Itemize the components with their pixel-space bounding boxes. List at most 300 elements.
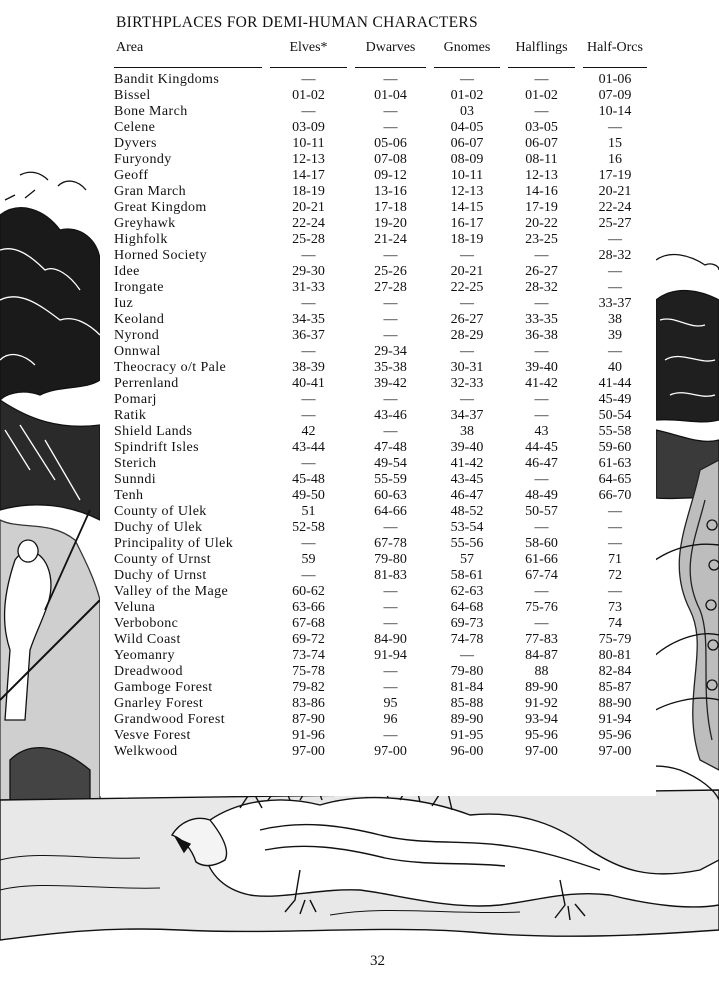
elves-cell: 51 <box>301 504 316 519</box>
half-orcs-cell: 40 <box>608 360 622 375</box>
halflings-cell: 97-00 <box>525 744 558 759</box>
header-rule <box>351 62 430 72</box>
halflings-cell: 58-60 <box>525 536 558 551</box>
birthplace-table <box>114 40 651 760</box>
halflings-cell: 61-66 <box>525 552 558 567</box>
half-orcs-cell: 59-60 <box>598 440 632 455</box>
gnomes-cell: 55-56 <box>450 536 484 551</box>
half-orcs-cell: 80-81 <box>598 648 632 663</box>
table-body <box>114 72 651 760</box>
elves-cell: 12-13 <box>292 152 325 167</box>
dwarves-cell: — <box>383 520 398 535</box>
table-row <box>114 248 651 264</box>
elves-cell: — <box>301 344 316 359</box>
half-orcs-cell: 41-44 <box>598 376 632 391</box>
dwarves-cell: — <box>383 328 398 343</box>
area-cell: Sterich <box>114 456 157 471</box>
header-area: Area <box>116 40 144 55</box>
area-cell: Principality of Ulek <box>114 536 234 551</box>
elves-cell: 38-39 <box>292 360 325 375</box>
dwarves-cell: — <box>383 664 398 679</box>
half-orcs-cell: 50-54 <box>598 408 632 423</box>
dwarves-cell: 01-04 <box>374 88 407 103</box>
dwarves-cell: — <box>383 312 398 327</box>
halflings-cell: 91-92 <box>525 696 558 711</box>
halflings-cell: 95-96 <box>525 728 558 743</box>
gnomes-cell: 28-29 <box>450 328 484 343</box>
half-orcs-cell: 15 <box>608 136 622 151</box>
table-row <box>114 72 651 88</box>
dwarves-cell: 47-48 <box>374 440 407 455</box>
elves-cell: 01-02 <box>292 88 325 103</box>
table-row <box>114 264 651 280</box>
area-cell: Dyvers <box>114 136 157 151</box>
half-orcs-cell: 25-27 <box>598 216 632 231</box>
area-cell: Keoland <box>114 312 165 327</box>
elves-cell: 10-11 <box>292 136 325 151</box>
dwarves-cell: 29-34 <box>374 344 407 359</box>
halflings-cell: — <box>534 408 549 423</box>
table-row <box>114 648 651 664</box>
elves-cell: 20-21 <box>292 200 325 215</box>
halflings-cell: 39-40 <box>525 360 558 375</box>
elves-cell: 42 <box>301 424 316 439</box>
gnomes-cell: 81-84 <box>450 680 484 695</box>
table-row <box>114 664 651 680</box>
table-row <box>114 472 651 488</box>
elves-cell: — <box>301 296 316 311</box>
dwarves-cell: 07-08 <box>374 152 407 167</box>
half-orcs-cell: 39 <box>608 328 622 343</box>
dwarves-cell: — <box>383 728 398 743</box>
halflings-cell: 46-47 <box>525 456 558 471</box>
area-cell: Grandwood Forest <box>114 712 225 727</box>
half-orcs-cell: — <box>608 584 622 599</box>
half-orcs-cell: — <box>608 536 622 551</box>
elves-cell: 91-96 <box>292 728 325 743</box>
header-rule <box>114 62 266 72</box>
elves-cell: 40-41 <box>292 376 325 391</box>
area-cell: Nyrond <box>114 328 160 343</box>
area-cell: Great Kingdom <box>114 200 207 215</box>
half-orcs-cell: 07-09 <box>598 88 632 103</box>
table-row <box>114 584 651 600</box>
header-rule-row <box>114 62 651 72</box>
area-cell: Yeomanry <box>114 648 175 663</box>
header-dwarves: Dwarves <box>365 40 416 55</box>
table-row <box>114 488 651 504</box>
area-cell: Highfolk <box>114 232 168 247</box>
table-row <box>114 552 651 568</box>
half-orcs-cell: 64-65 <box>598 472 632 487</box>
dwarves-cell: 25-26 <box>374 264 407 279</box>
half-orcs-cell: 38 <box>608 312 622 327</box>
dwarves-cell: 67-78 <box>374 536 407 551</box>
area-cell: Greyhawk <box>114 216 176 231</box>
table-row <box>114 184 651 200</box>
area-cell: Vesve Forest <box>114 728 191 743</box>
gnomes-cell: 18-19 <box>450 232 484 247</box>
gnomes-cell: 16-17 <box>450 216 484 231</box>
area-cell: Duchy of Urnst <box>114 568 207 583</box>
table-row <box>114 408 651 424</box>
dwarves-cell: 43-46 <box>374 408 407 423</box>
halflings-cell: — <box>534 392 549 407</box>
half-orcs-cell: 45-49 <box>598 392 632 407</box>
table-row <box>114 600 651 616</box>
half-orcs-cell: 95-96 <box>598 728 632 743</box>
dwarves-cell: — <box>383 248 398 263</box>
area-cell: Irongate <box>114 280 164 295</box>
table-row <box>114 536 651 552</box>
area-cell: Dreadwood <box>114 664 183 679</box>
table-row <box>114 696 651 712</box>
half-orcs-cell: — <box>608 344 622 359</box>
elves-cell: — <box>301 456 316 471</box>
table-row <box>114 152 651 168</box>
area-cell: Welkwood <box>114 744 178 759</box>
area-cell: Onnwal <box>114 344 161 359</box>
dwarves-cell: 81-83 <box>374 568 407 583</box>
halflings-cell: 44-45 <box>525 440 558 455</box>
table-row <box>114 120 651 136</box>
gnomes-cell: 10-11 <box>450 168 484 183</box>
dwarves-cell: — <box>383 424 398 439</box>
area-cell: Bissel <box>114 88 151 103</box>
halflings-cell: 75-76 <box>525 600 558 615</box>
halflings-cell: — <box>534 344 549 359</box>
gnomes-cell: 38 <box>460 424 474 439</box>
gnomes-cell: 57 <box>460 552 474 567</box>
table-row <box>114 392 651 408</box>
half-orcs-cell: 88-90 <box>598 696 632 711</box>
table-row <box>114 360 651 376</box>
dwarves-cell: — <box>383 584 398 599</box>
area-cell: Bone March <box>114 104 188 119</box>
gnomes-cell: 41-42 <box>450 456 484 471</box>
halflings-cell: 26-27 <box>525 264 558 279</box>
elves-cell: 14-17 <box>292 168 325 183</box>
elves-cell: — <box>301 536 316 551</box>
elves-cell: 22-24 <box>292 216 325 231</box>
half-orcs-cell: 71 <box>608 552 622 567</box>
elves-cell: 87-90 <box>292 712 325 727</box>
table-row <box>114 568 651 584</box>
halflings-cell: 89-90 <box>525 680 558 695</box>
dwarves-cell: 55-59 <box>374 472 407 487</box>
table-row <box>114 744 651 760</box>
area-cell: Gnarley Forest <box>114 696 204 711</box>
dwarves-cell: 79-80 <box>374 552 407 567</box>
table-row <box>114 632 651 648</box>
area-cell: Idee <box>114 264 140 279</box>
dwarves-cell: — <box>383 72 398 87</box>
dwarves-cell: — <box>383 392 398 407</box>
dwarves-cell: — <box>383 616 398 631</box>
elves-cell: — <box>301 104 316 119</box>
elves-cell: 59 <box>301 552 316 567</box>
header-gnomes: Gnomes <box>443 40 491 55</box>
gnomes-cell: — <box>460 648 474 663</box>
gnomes-cell: 53-54 <box>450 520 484 535</box>
elves-cell: 31-33 <box>292 280 325 295</box>
dwarves-cell: 13-16 <box>374 184 407 199</box>
elves-cell: — <box>301 408 316 423</box>
half-orcs-cell: 66-70 <box>598 488 632 503</box>
halflings-cell: 48-49 <box>525 488 558 503</box>
halflings-cell: 01-02 <box>525 88 558 103</box>
area-cell: Theocracy o/t Pale <box>114 360 227 375</box>
table-row <box>114 312 651 328</box>
halflings-cell: 67-74 <box>525 568 558 583</box>
half-orcs-cell: 33-37 <box>598 296 632 311</box>
half-orcs-cell: 61-63 <box>598 456 632 471</box>
half-orcs-cell: — <box>608 264 622 279</box>
area-cell: Wild Coast <box>114 632 181 647</box>
area-cell: County of Urnst <box>114 552 211 567</box>
table-row <box>114 424 651 440</box>
header-rule <box>430 62 504 72</box>
area-cell: Iuz <box>114 296 134 311</box>
halflings-cell: 77-83 <box>525 632 558 647</box>
gnomes-cell: 34-37 <box>450 408 484 423</box>
gnomes-cell: 22-25 <box>450 280 484 295</box>
table-row <box>114 216 651 232</box>
area-cell: Celene <box>114 120 156 135</box>
elves-cell: 60-62 <box>292 584 325 599</box>
dwarves-cell: 17-18 <box>374 200 407 215</box>
elves-cell: 29-30 <box>292 264 325 279</box>
dwarves-cell: 97-00 <box>374 744 407 759</box>
gnomes-cell: 30-31 <box>450 360 484 375</box>
halflings-cell: 41-42 <box>525 376 558 391</box>
halflings-cell: 06-07 <box>525 136 558 151</box>
halflings-cell: 84-87 <box>525 648 558 663</box>
area-cell: Geoff <box>114 168 149 183</box>
area-cell: Veluna <box>114 600 156 615</box>
halflings-cell: 20-22 <box>525 216 558 231</box>
dwarves-cell: 95 <box>383 696 398 711</box>
elves-cell: 43-44 <box>292 440 325 455</box>
half-orcs-cell: — <box>608 520 622 535</box>
dwarves-cell: — <box>383 120 398 135</box>
halflings-cell: — <box>534 248 549 263</box>
table-row <box>114 280 651 296</box>
dwarves-cell: 96 <box>383 712 398 727</box>
right-forest-scene <box>656 255 719 770</box>
dwarves-cell: 60-63 <box>374 488 407 503</box>
gnomes-cell: 89-90 <box>450 712 484 727</box>
halflings-cell: 23-25 <box>525 232 558 247</box>
half-orcs-cell: 20-21 <box>598 184 632 199</box>
half-orcs-cell: 72 <box>608 568 622 583</box>
table-row <box>114 376 651 392</box>
area-cell: Horned Society <box>114 248 208 263</box>
area-cell: Valley of the Mage <box>114 584 229 599</box>
elves-cell: 67-68 <box>292 616 325 631</box>
half-orcs-cell: 91-94 <box>598 712 632 727</box>
area-cell: Duchy of Ulek <box>114 520 203 535</box>
area-cell: Shield Lands <box>114 424 193 439</box>
elves-cell: — <box>301 392 316 407</box>
elves-cell: 18-19 <box>292 184 325 199</box>
header-half-orcs: Half-Orcs <box>587 40 643 55</box>
elves-cell: 83-86 <box>292 696 325 711</box>
half-orcs-cell: 73 <box>608 600 622 615</box>
elves-cell: 25-28 <box>292 232 325 247</box>
halflings-cell: — <box>534 584 549 599</box>
table-row <box>114 200 651 216</box>
dwarves-cell: 19-20 <box>374 216 407 231</box>
gnomes-cell: 12-13 <box>450 184 484 199</box>
gnomes-cell: — <box>460 248 474 263</box>
halflings-cell: 33-35 <box>525 312 558 327</box>
elves-cell: — <box>301 72 316 87</box>
gnomes-cell: 01-02 <box>450 88 484 103</box>
gnomes-cell: 04-05 <box>450 120 484 135</box>
halflings-cell: 50-57 <box>525 504 558 519</box>
gnomes-cell: 20-21 <box>450 264 484 279</box>
gnomes-cell: 96-00 <box>450 744 484 759</box>
elves-cell: 63-66 <box>292 600 325 615</box>
half-orcs-cell: — <box>608 280 622 295</box>
halflings-cell: 12-13 <box>525 168 558 183</box>
gnomes-cell: 91-95 <box>450 728 484 743</box>
dwarves-cell: 35-38 <box>374 360 407 375</box>
gnomes-cell: 14-15 <box>450 200 484 215</box>
gnomes-cell: 85-88 <box>450 696 484 711</box>
table-row <box>114 616 651 632</box>
halflings-cell: 93-94 <box>525 712 558 727</box>
area-cell: Spindrift Isles <box>114 440 199 455</box>
gnomes-cell: 58-61 <box>450 568 484 583</box>
elves-cell: 79-82 <box>292 680 325 695</box>
half-orcs-cell: 75-79 <box>598 632 632 647</box>
area-cell: County of Ulek <box>114 504 207 519</box>
half-orcs-cell: 01-06 <box>598 72 632 87</box>
half-orcs-cell: 17-19 <box>598 168 632 183</box>
halflings-cell: 43 <box>534 424 549 439</box>
area-cell: Sunndi <box>114 472 157 487</box>
gnomes-cell: 39-40 <box>450 440 484 455</box>
gnomes-cell: 69-73 <box>450 616 484 631</box>
half-orcs-cell: 16 <box>608 152 622 167</box>
gnomes-cell: 43-45 <box>450 472 484 487</box>
half-orcs-cell: — <box>608 120 622 135</box>
halflings-cell: — <box>534 616 549 631</box>
dwarves-cell: — <box>383 600 398 615</box>
gnomes-cell: 46-47 <box>450 488 484 503</box>
gnomes-cell: 32-33 <box>450 376 484 391</box>
half-orcs-cell: — <box>608 504 622 519</box>
half-orcs-cell: 74 <box>608 616 622 631</box>
dwarves-cell: 39-42 <box>374 376 407 391</box>
table-row <box>114 520 651 536</box>
elves-cell: 69-72 <box>292 632 325 647</box>
left-forest-scene <box>0 172 100 800</box>
table-row <box>114 232 651 248</box>
header-elves: Elves* <box>289 40 328 55</box>
half-orcs-cell: — <box>608 232 622 247</box>
halflings-cell: — <box>534 520 549 535</box>
elves-cell: — <box>301 248 316 263</box>
halflings-cell: 17-19 <box>525 200 558 215</box>
elves-cell: 75-78 <box>292 664 325 679</box>
gnomes-cell: 48-52 <box>450 504 484 519</box>
half-orcs-cell: 28-32 <box>598 248 632 263</box>
area-cell: Gamboge Forest <box>114 680 213 695</box>
table-row <box>114 440 651 456</box>
elves-cell: 03-09 <box>292 120 325 135</box>
table-row <box>114 328 651 344</box>
elves-cell: 52-58 <box>292 520 325 535</box>
area-cell: Bandit Kingdoms <box>114 72 220 87</box>
dwarves-cell: 64-66 <box>374 504 407 519</box>
gnomes-cell: 62-63 <box>450 584 484 599</box>
halflings-cell: 14-16 <box>525 184 558 199</box>
gnomes-cell: — <box>460 392 474 407</box>
elves-cell: — <box>301 568 316 583</box>
elves-cell: 97-00 <box>292 744 325 759</box>
gnomes-cell: — <box>460 72 474 87</box>
halflings-cell: 28-32 <box>525 280 558 295</box>
halflings-cell: — <box>534 472 549 487</box>
halflings-cell: — <box>534 72 549 87</box>
area-cell: Ratik <box>114 408 147 423</box>
elves-cell: 49-50 <box>292 488 325 503</box>
half-orcs-cell: 55-58 <box>598 424 632 439</box>
elves-cell: 36-37 <box>292 328 325 343</box>
area-cell: Gran March <box>114 184 187 199</box>
half-orcs-cell: 97-00 <box>598 744 632 759</box>
gnomes-cell: 79-80 <box>450 664 484 679</box>
area-cell: Tenh <box>114 488 144 503</box>
table-row <box>114 104 651 120</box>
elves-cell: 34-35 <box>292 312 325 327</box>
dwarves-cell: — <box>383 680 398 695</box>
halflings-cell: — <box>534 296 549 311</box>
gnomes-cell: — <box>460 296 474 311</box>
elves-cell: 45-48 <box>292 472 325 487</box>
gnomes-cell: 06-07 <box>450 136 484 151</box>
halflings-cell: 36-38 <box>525 328 558 343</box>
dwarves-cell: 09-12 <box>374 168 407 183</box>
header-halflings: Halflings <box>515 40 568 55</box>
table-row <box>114 168 651 184</box>
table-row <box>114 680 651 696</box>
page-title: BIRTHPLACES FOR DEMI-HUMAN CHARACTERS <box>116 14 478 31</box>
page-number: 32 <box>370 953 385 969</box>
area-cell: Verbobonc <box>114 616 179 631</box>
gnomes-cell: 26-27 <box>450 312 484 327</box>
gnomes-cell: 08-09 <box>450 152 484 167</box>
half-orcs-cell: 85-87 <box>598 680 632 695</box>
header-row <box>114 40 651 62</box>
halflings-cell: 03-05 <box>525 120 558 135</box>
gnomes-cell: 64-68 <box>450 600 484 615</box>
header-rule <box>579 62 651 72</box>
halflings-cell: — <box>534 104 549 119</box>
gnomes-cell: — <box>460 344 474 359</box>
dwarves-cell: — <box>383 104 398 119</box>
dwarves-cell: 91-94 <box>374 648 407 663</box>
half-orcs-cell: 10-14 <box>598 104 632 119</box>
table-row <box>114 728 651 744</box>
dwarves-cell: — <box>383 296 398 311</box>
area-cell: Furyondy <box>114 152 172 167</box>
area-cell: Perrenland <box>114 376 179 391</box>
header-rule <box>266 62 351 72</box>
